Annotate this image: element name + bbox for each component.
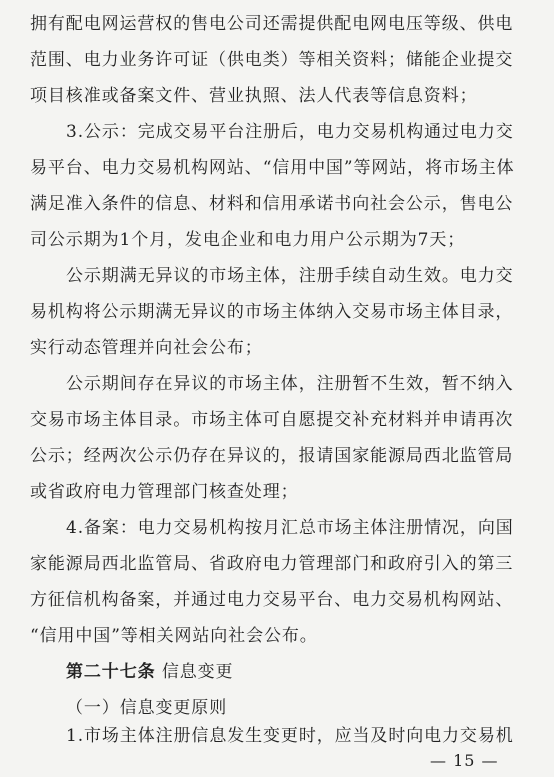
text-line: 司公示期为1个月，发电企业和电力用户公示期为7天； — [30, 230, 466, 250]
text-line: 拥有配电网运营权的售电公司还需提供配电网电压等级、供电 — [30, 14, 514, 34]
text-line: 4.备案：电力交易机构按月汇总市场主体注册情况，向国 — [66, 518, 514, 538]
text-line: 1.市场主体注册信息发生变更时，应当及时向电力交易机 — [66, 726, 514, 746]
text-line: 公示期满无异议的市场主体，注册手续自动生效。电力交 — [66, 266, 514, 286]
page-number: — 15 — — [430, 751, 499, 770]
text-line: 方征信机构备案，并通过电力交易平台、电力交易机构网站、 — [30, 590, 514, 610]
text-line: 或省政府电力管理部门核查处理； — [30, 482, 299, 502]
text-line: 交易市场主体目录。市场主体可自愿提交补充材料并申请再次 — [30, 410, 514, 430]
text-line: 公示；经两次公示仍存在异议的，报请国家能源局西北监管局 — [30, 446, 514, 466]
text-line: 易机构将公示期满无异议的市场主体纳入交易市场主体目录， — [30, 302, 514, 322]
text-line: 范围、电力业务许可证（供电类）等相关资料；储能企业提交 — [30, 50, 514, 70]
text-line: 项目核准或备案文件、营业执照、法人代表等信息资料； — [30, 86, 478, 106]
text-line: 3.公示：完成交易平台注册后，电力交易机构通过电力交 — [66, 122, 514, 142]
text-line: 易平台、电力交易机构网站、“信用中国”等网站，将市场主体 — [30, 158, 515, 178]
text-line: 满足准入条件的信息、材料和信用承诺书向社会公示，售电公 — [30, 194, 514, 214]
text-line: 实行动态管理并向社会公布； — [30, 338, 263, 358]
text-line: 公示期间存在异议的市场主体，注册暂不生效，暂不纳入 — [66, 374, 514, 394]
article-number: 第二十七条 — [66, 662, 156, 682]
section-subheading: （一）信息变更原则 — [66, 698, 228, 718]
text-line: “信用中国”等相关网站向社会公布。 — [30, 626, 318, 646]
article-heading — [66, 662, 554, 682]
text-line: 家能源局西北监管局、省政府电力管理部门和政府引入的第三 — [30, 554, 514, 574]
article-title: 信息变更 — [161, 662, 234, 682]
